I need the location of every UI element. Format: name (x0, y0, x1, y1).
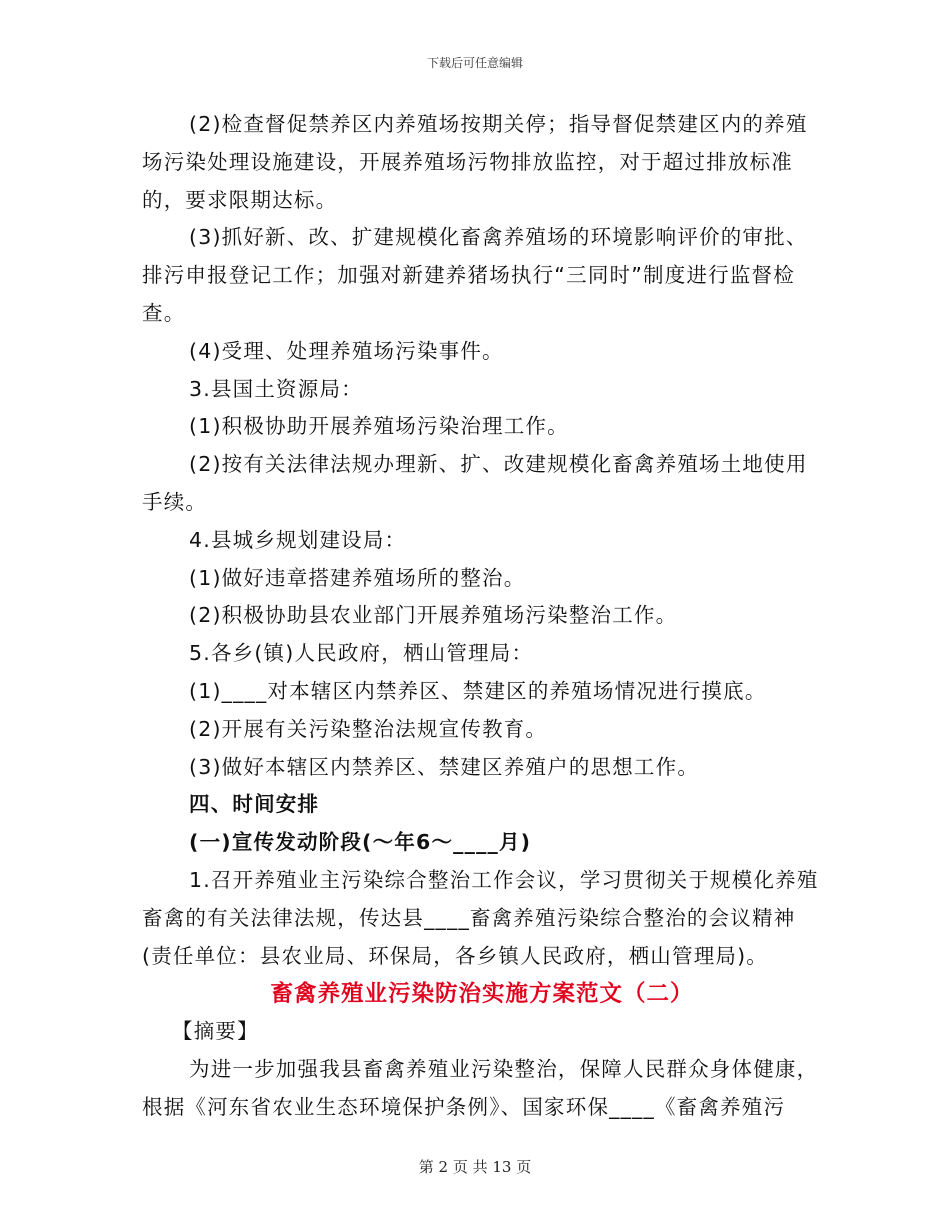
document-title: 畜禽养殖业污染防治实施方案范文（二） (270, 981, 694, 1008)
paragraph-planning-2: (2)积极协助县农业部门开展养殖场污染整治工作。 (189, 603, 678, 628)
paragraph-item-2-env: (2)检查督促禁养区内养殖场按期关停；指导督促禁建区内的养殖场污染处理设施建设，开展养殖场污物排放监控，对于超过排放标准的，要求限期达标。 (142, 112, 808, 212)
paragraph-meeting: 1.召开养殖业主污染综合整治工作会议，学习贯彻关于规模化养殖畜禽的有关法律法规，传达县____畜禽养殖污染综合整治的会议精神(责任单位：县农业局、环保局，各乡镇人民政府，栖山管理局)。 (142, 867, 819, 968)
page-footer: 第 2 页 共 13 页 (418, 1158, 532, 1176)
paragraph-item-3-env: (3)抓好新、改、扩建规模化畜禽养殖场的环境影响评价的审批、排污申报登记工作；加强对新建养猪场执行“三同时”制度进行监督检查。 (142, 225, 808, 325)
abstract-paragraph: 为进一步加强我县畜禽养殖业污染整治，保障人民群众身体健康，根据《河东省农业生态环境保护条例》、国家环保____《畜禽养殖污 (142, 1057, 819, 1119)
paragraph-item-4-env: (4)受理、处理养殖场污染事件。 (189, 338, 504, 363)
paragraph-township-2: (2)开展有关污染整治法规宣传教育。 (189, 716, 548, 741)
paragraph-township-1: (1)____对本辖区内禁养区、禁建区的养殖场情况进行摸底。 (189, 678, 767, 703)
section-heading-townships: 5.各乡(镇)人民政府，栖山管理局： (189, 641, 534, 666)
section-heading-schedule: 四、时间安排 (189, 792, 320, 817)
paragraph-planning-1: (1)做好违章搭建养殖场所的整治。 (189, 565, 526, 590)
paragraph-land-2: (2)按有关法律法规办理新、扩、改建规模化畜禽养殖场土地使用手续。 (142, 452, 808, 514)
subsection-heading-publicity: (一)宣传发动阶段(～年6～____月) (189, 830, 532, 855)
abstract-label: 【摘要】 (172, 1019, 259, 1044)
page-header: 下载后可任意编辑 (426, 56, 523, 70)
paragraph-land-1: (1)积极协助开展养殖场污染治理工作。 (189, 414, 569, 439)
paragraph-township-3: (3)做好本辖区内禁养区、禁建区养殖户的思想工作。 (189, 754, 700, 779)
section-heading-planning-bureau: 4.县城乡规划建设局： (189, 527, 407, 552)
section-heading-land-bureau: 3.县国土资源局： (189, 376, 363, 401)
document-body (142, 106, 822, 1127)
